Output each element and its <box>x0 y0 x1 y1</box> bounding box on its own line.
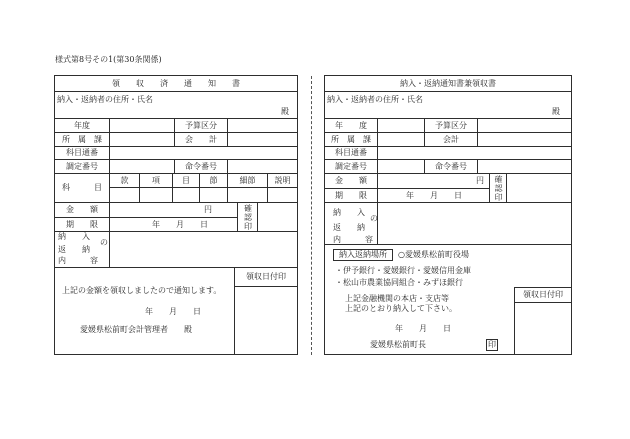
subject-column-header: 説明 <box>268 174 298 188</box>
assessment-number-label: 調定番号 <box>325 160 378 174</box>
subject-column-value <box>200 188 228 203</box>
subject-column-value <box>110 188 140 203</box>
due-date-value <box>110 218 238 232</box>
due-date-placeholder: 年 月 日 <box>406 191 462 200</box>
fiscal-year-value <box>110 119 175 133</box>
subject-column-header: 目 <box>173 174 200 188</box>
payment-place-primary: ○愛媛県松前町役場 <box>398 250 469 259</box>
issuer-name: 愛媛県松前町長 <box>370 340 426 349</box>
department-label: 所 属 課 <box>55 133 110 147</box>
instruction-line: 上記金融機関の本店・支店等 <box>345 294 449 303</box>
addressee: 愛媛県松前町会計管理者 殿 <box>80 325 192 334</box>
department-value <box>110 133 175 147</box>
subject-serial-value <box>110 147 298 160</box>
order-number-value <box>228 160 298 174</box>
confirmation-seal-cell <box>238 203 258 232</box>
content-label-line: 納 入 <box>58 232 90 241</box>
account-value <box>228 133 298 147</box>
notice-text: 上記の金額を領収しましたので通知します。 <box>62 286 222 295</box>
order-number-label: 命令番号 <box>175 160 228 174</box>
subject-column-header: 節 <box>200 174 228 188</box>
receipt-stamp-label: 領収日付印 <box>246 272 286 281</box>
payer-honorific: 殿 <box>552 107 560 116</box>
fiscal-year-label: 年度 <box>55 119 110 133</box>
notice-cell <box>55 268 235 355</box>
subject-serial-label: 科目通番 <box>325 147 378 160</box>
content-label-line: の <box>370 214 378 223</box>
subject-column-header: 項 <box>140 174 173 188</box>
department-label: 所 属 課 <box>325 133 378 147</box>
content-label-line: 返 納 <box>58 245 90 254</box>
subject-serial-value <box>378 147 572 160</box>
due-date-label: 期 限 <box>325 189 378 203</box>
content-value <box>378 203 572 245</box>
amount-value <box>378 174 490 189</box>
content-label <box>325 203 378 245</box>
cut-line <box>311 76 312 355</box>
yen-unit: 円 <box>204 205 212 214</box>
subject-label: 科 目 <box>55 174 110 203</box>
budget-category-value <box>228 119 298 133</box>
form-title-cell <box>325 76 572 92</box>
confirmation-seal-label: 確認印 <box>243 203 253 231</box>
payer-cell <box>55 92 298 119</box>
content-label-line: 納 入 <box>333 208 365 217</box>
notice-date: 年 月 日 <box>145 307 201 316</box>
assessment-number-value <box>110 160 175 174</box>
issue-date: 年 月 日 <box>395 324 451 333</box>
confirmation-seal-cell <box>490 174 507 203</box>
payer-honorific: 殿 <box>281 107 289 116</box>
subject-column-value <box>173 188 200 203</box>
confirmation-seal-label: 確認印 <box>494 174 503 202</box>
amount-label: 金 額 <box>55 203 110 218</box>
confirmation-seal-blank <box>507 174 572 203</box>
subject-column-header: 細節 <box>228 174 268 188</box>
subject-column-header: 款 <box>110 174 140 188</box>
receipt-stamp-header <box>235 268 298 287</box>
assessment-number-value <box>378 160 425 174</box>
content-label-line: 内 容 <box>58 256 98 265</box>
amount-value <box>110 203 238 218</box>
bank-list-line: ・伊予銀行・愛媛銀行・愛媛信用金庫 <box>335 266 471 275</box>
yen-unit: 円 <box>476 176 484 185</box>
department-value <box>378 133 425 147</box>
form-title: 領 収 済 通 知 書 <box>112 78 244 88</box>
receipt-stamp-header <box>514 287 572 303</box>
payer-label: 納入・返納者の住所・氏名 <box>327 95 423 104</box>
subject-column-value <box>268 188 298 203</box>
payer-label: 納入・返納者の住所・氏名 <box>57 95 153 104</box>
payer-cell <box>325 92 572 119</box>
seal-mark: 印 <box>488 340 496 349</box>
fiscal-year-label: 年 度 <box>325 119 378 133</box>
content-label-line: 返 納 <box>333 223 365 232</box>
budget-category-label: 予算区分 <box>175 119 228 133</box>
bank-list-line: ・松山市農業協同組合・みずほ銀行 <box>335 278 463 287</box>
due-date-placeholder: 年 月 日 <box>152 220 208 229</box>
payment-place-label: 納入返納場所 <box>333 249 393 261</box>
confirmation-seal-blank <box>258 203 298 232</box>
due-date-label: 期 限 <box>55 218 110 232</box>
account-label: 会計 <box>425 133 478 147</box>
receipt-stamp-area <box>235 287 298 355</box>
form-title: 納入・返納通知書兼領収書 <box>400 78 496 88</box>
form-title-cell <box>55 76 298 92</box>
assessment-number-label: 調定番号 <box>55 160 110 174</box>
content-label-line: の <box>100 238 108 247</box>
subject-column-value <box>228 188 268 203</box>
due-date-value <box>378 189 490 203</box>
fiscal-year-value <box>378 119 425 133</box>
account-label: 会 計 <box>175 133 228 147</box>
order-number-label: 命令番号 <box>425 160 478 174</box>
content-label-line: 内 容 <box>333 235 373 244</box>
account-value <box>478 133 572 147</box>
receipt-stamp-label: 領収日付印 <box>523 290 563 299</box>
content-label <box>55 232 110 268</box>
instruction-line: 上記のとおり納入して下さい。 <box>345 304 457 313</box>
budget-category-value <box>478 119 572 133</box>
subject-column-value <box>140 188 173 203</box>
payment-notice-receipt-form <box>324 75 572 355</box>
amount-label: 金 額 <box>325 174 378 189</box>
subject-serial-label: 科目通番 <box>55 147 110 160</box>
budget-category-label: 予算区分 <box>425 119 478 133</box>
receipt-stamp-area <box>514 303 572 355</box>
receipt-notice-form <box>54 75 298 355</box>
form-caption: 様式第8号その1(第30条関係) <box>55 55 162 64</box>
content-value <box>110 232 298 268</box>
order-number-value <box>478 160 572 174</box>
